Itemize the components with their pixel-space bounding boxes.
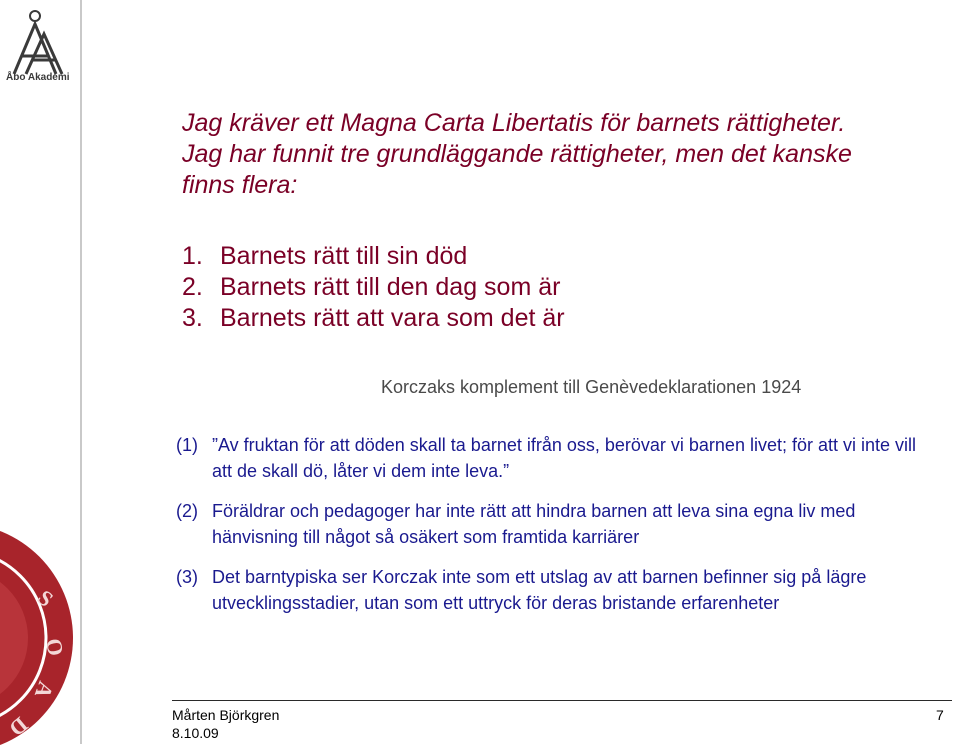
footer-divider	[172, 700, 952, 701]
intro-quote	[182, 108, 922, 201]
rights-item-number: 3.	[182, 304, 203, 332]
rights-item	[182, 303, 882, 334]
point-number: (1)	[176, 435, 198, 455]
margin-divider	[80, 0, 82, 744]
university-seal-icon	[0, 520, 76, 756]
intro-line-2: Jag har funnit tre grundläggande rättigheter, men det kanske	[182, 140, 852, 168]
intro-line-3: finns flera:	[182, 171, 298, 199]
footer-author: Mårten Björkgren	[172, 707, 280, 723]
point-item	[176, 498, 936, 550]
svg-text:O: O	[41, 636, 69, 658]
rights-item-number: 2.	[182, 273, 203, 301]
section-subtitle: Korczaks komplement till Genèvedeklarationen 1924	[381, 377, 802, 397]
rights-item-number: 1.	[182, 242, 203, 270]
point-number: (3)	[176, 567, 198, 587]
rights-item-text: Barnets rätt att vara som det är	[220, 304, 565, 332]
logo-text: Åbo Akademi	[6, 72, 70, 83]
footer-date: 8.10.09	[172, 725, 219, 741]
svg-text:S: S	[32, 584, 59, 612]
left-margin-strip	[0, 0, 80, 744]
point-item	[176, 564, 936, 616]
svg-text:A: A	[29, 678, 59, 702]
point-text: Föräldrar och pedagoger har inte rätt att hindra barnen att leva sina egna liv med hänvisning till något så osäkert som framtida karriärer	[212, 501, 856, 547]
svg-text:D: D	[4, 712, 33, 742]
rights-item	[182, 241, 882, 272]
page-number: 7	[936, 707, 944, 723]
point-item	[176, 432, 936, 484]
points-list	[176, 432, 936, 616]
rights-item-text: Barnets rätt till den dag som är	[220, 273, 561, 301]
point-text: ”Av fruktan för att döden skall ta barnet ifrån oss, berövar vi barnen livet; för att vi inte vill att de skall dö, låter vi dem inte leva.”	[212, 435, 917, 481]
rights-item-text: Barnets rätt till sin död	[220, 242, 468, 270]
rights-list	[182, 241, 882, 334]
rights-item	[182, 272, 882, 303]
point-text: Det barntypiska ser Korczak inte som ett utslag av att barnen befinner sig på lägre utvecklingsstadier, utan som ett uttryck för deras bristande erfarenheter	[212, 567, 867, 613]
intro-line-1: Jag kräver ett Magna Carta Libertatis för barnets rättigheter.	[182, 109, 846, 137]
point-number: (2)	[176, 501, 198, 521]
